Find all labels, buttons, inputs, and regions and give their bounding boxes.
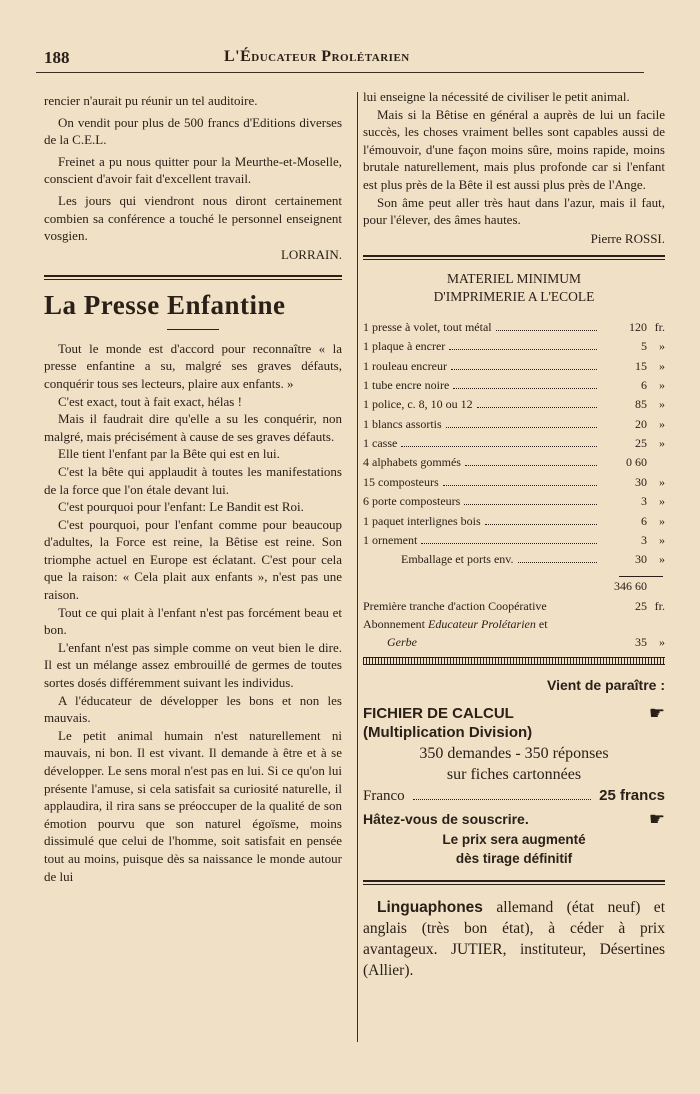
ad-product-row: [363, 703, 665, 724]
item-price: 120: [629, 319, 647, 334]
item-label: 15 composteurs: [363, 474, 439, 489]
item-unit: »: [659, 436, 665, 451]
ad-notice: Le prix sera augmenté: [442, 831, 586, 847]
item-price: 3: [641, 494, 647, 509]
article-paragraph: Le petit animal humain n'est naturellement ni mauvais, ni bon. Il est vivant. Il demande à être et à se développer. Le sens moral n'est pas en lui. Si ce qu'on lui présente l'amuse, si cela satisfait sa curiosité naturelle, il applaudira, il rira sans se préoccuper de la qualité de son émotion pourvu que son naturel égoïsme, moins dissimulé que celui de l'homme, soit satisfait en pensée tout au moins, puisque dès sa naissance le monde autour de lui: [44, 727, 342, 884]
title-underline: [167, 329, 219, 330]
ad-call-row: [363, 809, 665, 830]
intro-paragraph: rencier n'aurait pu réunir un tel auditoire.: [44, 93, 258, 108]
cooperative-label: Première tranche d'action Coopérative: [363, 598, 547, 613]
total-rule: [619, 576, 663, 577]
column-divider: [357, 92, 358, 1042]
item-unit: »: [659, 377, 665, 392]
article-paragraph: C'est pourquoi pour l'enfant: Le Bandit est Roi.: [58, 499, 304, 515]
cooperative-unit: fr.: [654, 598, 665, 613]
abonnement-title: Educateur Prolétarien: [428, 616, 536, 631]
item-unit: »: [659, 474, 665, 489]
cooperative-price: 25: [635, 598, 647, 613]
item-price: 6: [641, 513, 647, 528]
list-item: [363, 494, 665, 513]
list-item: [363, 397, 665, 416]
left-column: [44, 92, 342, 885]
article-paragraph: L'enfant n'est pas simple comme on veut bien le dire. Il est un mélange assez embrouillé de germes de toutes sortes dosés différemment suivant les individus.: [44, 639, 342, 691]
classified-ad: [363, 897, 665, 981]
section-divider: [363, 880, 665, 885]
section-divider: [363, 657, 665, 665]
item-price: 30: [635, 474, 647, 489]
item-unit: »: [659, 552, 665, 567]
intro-paragraph: Freinet a pu nous quitter pour la Meurthe-et-Moselle, conscient d'avoir fait d'excellent travail.: [44, 153, 342, 187]
materiel-list: [363, 320, 665, 572]
item-unit: »: [659, 513, 665, 528]
materiel-total: 346 60: [614, 578, 647, 593]
article-signature: Pierre ROSSI.: [590, 230, 665, 246]
article-continuation: Son âme peut aller très haut dans l'azur, mais il faut, pour l'élever, des âmes hautes.: [363, 194, 665, 228]
cooperative-row: [363, 597, 665, 615]
materiel-title-line: MATERIEL MINIMUM: [446, 270, 582, 286]
item-price: 30: [635, 552, 647, 567]
list-item: [363, 514, 665, 533]
article-paragraph: Elle tient l'enfant par la Bête qui est en lui.: [58, 446, 280, 462]
item-label: 1 ornement: [363, 533, 418, 548]
item-price: 20: [635, 416, 647, 431]
list-item: [363, 378, 665, 397]
item-price: 0 60: [626, 455, 647, 470]
list-item: [363, 359, 665, 378]
section-divider: [363, 255, 665, 260]
intro-signature: LORRAIN.: [280, 246, 342, 262]
item-price: 25: [635, 436, 647, 451]
materiel-title-line: D'IMPRIMERIE A L'ECOLE: [433, 288, 595, 304]
abonnement-gerbe: Gerbe: [387, 634, 417, 649]
abonnement-price: 35: [635, 634, 647, 649]
page-number: 188: [44, 48, 70, 67]
pointing-hand-icon: ☛: [648, 702, 665, 723]
franco-label: Franco: [363, 787, 405, 804]
abonnement-label: Abonnement: [363, 616, 425, 631]
journal-title: L'Éducateur Prolétarien: [224, 48, 410, 65]
ad-line: 350 demandes - 350 réponses: [419, 744, 609, 762]
pointing-hand-icon: ☛: [648, 808, 665, 829]
item-label: Emballage et ports env.: [401, 552, 514, 567]
article-continuation: Mais si la Bêtise en général a auprès de lui un facile succès, les choses vraiment belles sont capables aussi de l'émouvoir, d'une façon moins sûre, moins rapide, moins brutale naturellement, mais plus profonde car si l'enfant est plus près de la Bête il est aussi plus près de l'Ange.: [363, 106, 665, 192]
article-paragraph: C'est pourquoi, pour l'enfant comme pour beaucoup d'adultes, la Force est reine, la Bêtise est reine. Son triomphe actuel en Europe est éclatant. C'est pour cela que la raison: « Cela plait aux enfants », n'est pas une raison.: [44, 516, 342, 603]
classified-bold: Linguaphones: [377, 898, 483, 916]
item-unit: »: [659, 339, 665, 354]
article-paragraph: Tout ce qui plait à l'enfant n'est pas forcément beau et bon.: [44, 604, 342, 638]
ad-call: Hâtez-vous de souscrire.: [363, 811, 529, 828]
item-price: 6: [641, 377, 647, 392]
item-unit: »: [659, 416, 665, 431]
item-label: 1 presse à volet, tout métal: [363, 319, 492, 334]
materiel-title: [363, 270, 665, 306]
item-price: 5: [641, 339, 647, 354]
franco-price: 25 francs: [599, 786, 665, 804]
classified-text: allemand (état neuf) et anglais (très bon état), à céder à prix avantageux. JUTIER, instituteur, Désertines (Allier).: [363, 898, 665, 979]
article-paragraph: C'est la bête qui applaudit à toutes les manifestations de la force que l'on étale devant lui.: [44, 463, 342, 497]
ad-notice: dès tirage définitif: [455, 850, 573, 866]
ad-product: FICHIER DE CALCUL: [363, 704, 514, 722]
list-item: [363, 436, 665, 455]
list-item: [363, 552, 665, 571]
article-paragraph: Tout le monde est d'accord pour reconnaître « la presse enfantine a su, malgré ses graves défauts, conquérir tous ses lecteurs, plaire aux enfants. »: [44, 340, 342, 391]
article-title: La Presse Enfantine: [44, 289, 286, 320]
item-label: 1 casse: [363, 436, 398, 451]
list-item: [363, 455, 665, 474]
item-unit: »: [659, 494, 665, 509]
intro-paragraph: On vendit pour plus de 500 francs d'Editions diverses de la C.E.L.: [44, 114, 342, 148]
franco-row: [363, 787, 665, 805]
item-unit: »: [659, 533, 665, 548]
item-label: 1 blancs assortis: [363, 416, 442, 431]
item-price: 3: [641, 533, 647, 548]
ad-line: sur fiches cartonnées: [446, 765, 582, 783]
abonnement-unit: »: [659, 634, 665, 649]
item-label: 1 tube encre noire: [363, 377, 450, 392]
list-item: [363, 417, 665, 436]
list-item: [363, 339, 665, 358]
item-price: 85: [635, 397, 647, 412]
list-item: [363, 533, 665, 552]
item-unit: fr.: [654, 319, 665, 334]
abonnement-et: et: [538, 616, 548, 631]
item-unit: »: [659, 358, 665, 373]
item-label: 1 plaque à encrer: [363, 339, 446, 354]
header-divider: [36, 72, 644, 73]
article-paragraph: A l'éducateur de développer les bons et non les mauvais.: [44, 692, 342, 726]
list-item: [363, 475, 665, 494]
section-divider: [44, 275, 342, 280]
item-label: 6 porte composteurs: [363, 494, 461, 509]
article-continuation: lui enseigne la nécessité de civiliser le petit animal.: [363, 89, 630, 104]
item-label: 1 police, c. 8, 10 ou 12: [363, 397, 473, 412]
intro-paragraph: Les jours qui viendront nous diront certainement combien sa conférence a touché le personnel enseignent vosgien.: [44, 192, 342, 244]
item-unit: »: [659, 397, 665, 412]
abonnement-row: [363, 615, 665, 651]
item-label: 4 alphabets gommés: [363, 455, 461, 470]
page-header: [44, 44, 644, 70]
ad-heading: Vient de paraître :: [546, 676, 665, 693]
item-label: 1 rouleau encreur: [363, 358, 447, 373]
ad-subtitle: (Multiplication Division): [363, 723, 533, 741]
item-price: 15: [635, 358, 647, 373]
article-paragraph: C'est exact, tout à fait exact, hélas !: [58, 393, 242, 409]
list-item: [363, 320, 665, 339]
right-column: [363, 88, 665, 981]
item-label: 1 paquet interlignes bois: [363, 513, 481, 528]
article-paragraph: Mais il faudrait dire qu'elle a su les conquérir, non malgré, mais précisément à cause de ses graves défauts.: [44, 411, 342, 444]
